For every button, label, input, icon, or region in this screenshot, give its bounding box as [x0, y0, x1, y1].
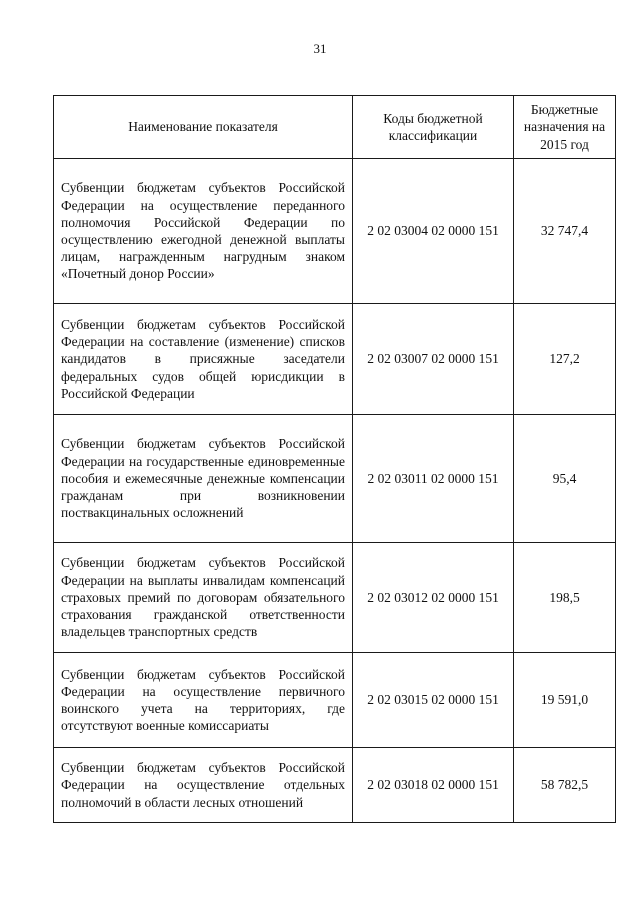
row-amount: 32 747,4: [514, 159, 616, 304]
row-code: 2 02 03018 02 0000 151: [353, 748, 514, 823]
table-row: [54, 304, 616, 415]
row-name: Субвенции бюджетам субъектов Российской Федерации на осуществление переданного полномочия Российской Федерации по осуществлению ежегодной денежной выплаты лицам, награжденным нагрудным знаком «Почетный донор России»: [54, 159, 353, 304]
row-code: 2 02 03011 02 0000 151: [353, 415, 514, 543]
page-number: 31: [313, 41, 327, 56]
row-code: 2 02 03012 02 0000 151: [353, 543, 514, 653]
row-amount: 127,2: [514, 304, 616, 415]
row-name: Субвенции бюджетам субъектов Российской Федерации на государственные единовременные пособия и ежемесячные денежные компенсации гражданам при возникновении поствакцинальных осложнений: [54, 415, 353, 543]
row-code: 2 02 03015 02 0000 151: [353, 653, 514, 748]
row-code: 2 02 03007 02 0000 151: [353, 304, 514, 415]
row-amount: 58 782,5: [514, 748, 616, 823]
table-row: [54, 748, 616, 823]
table-row: [54, 159, 616, 304]
budget-table: [53, 95, 616, 823]
table-row: [54, 543, 616, 653]
row-amount: 19 591,0: [514, 653, 616, 748]
table-row: [54, 415, 616, 543]
row-amount: 95,4: [514, 415, 616, 543]
row-name: Субвенции бюджетам субъектов Российской Федерации на осуществление отдельных полномочий в области лесных отношений: [54, 748, 353, 823]
header-code: Коды бюджетной классификации: [353, 96, 514, 159]
table-header-row: [54, 96, 616, 159]
row-name: Субвенции бюджетам субъектов Российской Федерации на выплаты инвалидам компенсаций страховых премий по договорам обязательного страхования гражданской ответственности владельцев транспортных средств: [54, 543, 353, 653]
row-name: Субвенции бюджетам субъектов Российской Федерации на составление (изменение) списков кандидатов в присяжные заседатели федеральных судов общей юрисдикции в Российской Федерации: [54, 304, 353, 415]
table-row: [54, 653, 616, 748]
header-amount: Бюджетные назначения на 2015 год: [514, 96, 616, 159]
header-name: Наименование показателя: [54, 96, 353, 159]
row-amount: 198,5: [514, 543, 616, 653]
row-code: 2 02 03004 02 0000 151: [353, 159, 514, 304]
row-name: Субвенции бюджетам субъектов Российской Федерации на осуществление первичного воинского учета на территориях, где отсутствуют военные комиссариаты: [54, 653, 353, 748]
